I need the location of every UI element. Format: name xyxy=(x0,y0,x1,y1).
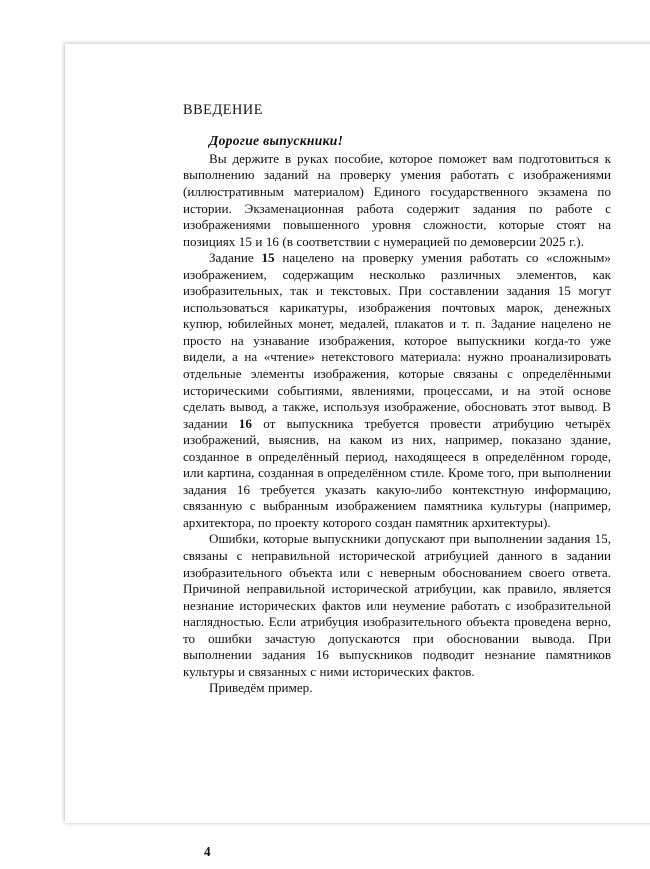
paragraph-example-lead: Приведём пример. xyxy=(209,680,313,696)
salutation-heading: Дорогие выпускники! xyxy=(209,133,344,149)
page-title: ВВЕДЕНИЕ xyxy=(183,102,264,118)
paragraph-task-15-16: Задание 15 нацелено на проверку умения работать со «сложным» изображением, содержащим несколько различных элементов, как изобразительных, так и текстовых. При составлении задания 15 могут использоваться карикатуры, изображения почтовых марок, денежных купюр, юбилейных монет, медалей, плакатов и т. п. Задание нацелено не просто на узнавание изображения, которое выпускники когда-то уже видели, а на «чтение» нетекстового материала: нужно проанализировать отдельные элементы изображения, которые связаны с определёнными историческими событиями, явлениями, процессами, и на этой основе сделать вывод, а также, используя изображение, обосновать этот вывод. В задании 16 от выпускника требуется провести атрибуцию четырёх изображений, выяснив, на каком из них, например, показано здание, созданное в определённый период, находящееся в определённом городе, или картина, созданная в определённом стиле. Кроме того, при выполнении задания 16 требуется указать какую-либо контекстную информацию, связанную с выбранным изображением памятника культуры (например, архитектора, по проекту которого создан памятник архитектуры). xyxy=(183,250,612,530)
paragraph-intro: Вы держите в руках пособие, которое поможет вам подготовиться к выполнению заданий на проверку умения работать с изображениями (иллюстративным материалом) Единого государственного экзамена по истории. Экзаменационная работа содержит задания по работе с изображениями повышенного уровня сложности, которые стоят на позициях 15 и 16 (в соответствии с нумерацией по демоверсии 2025 г.). xyxy=(183,150,611,249)
page-number: 4 xyxy=(204,844,211,859)
document-content xyxy=(183,102,611,697)
paragraph-common-errors: Ошибки, которые выпускники допускают при выполнении задания 15, связаны с неправильной исторической атрибуцией данного в задании изобразительного объекта или с неверным обоснованием своего ответа. Причиной неправильной исторической атрибуции, как правило, является незнание исторических фактов или неумение работать с изобразительной наглядностью. Если атрибуция изобразительного объекта проведена верно, то ошибки зачастую допускаются при обосновании вывода. При выполнении задания 16 выпускников подводит незнание памятников культуры и связанных с ними исторических фактов. xyxy=(183,531,611,679)
document-page-sheet xyxy=(65,44,650,859)
